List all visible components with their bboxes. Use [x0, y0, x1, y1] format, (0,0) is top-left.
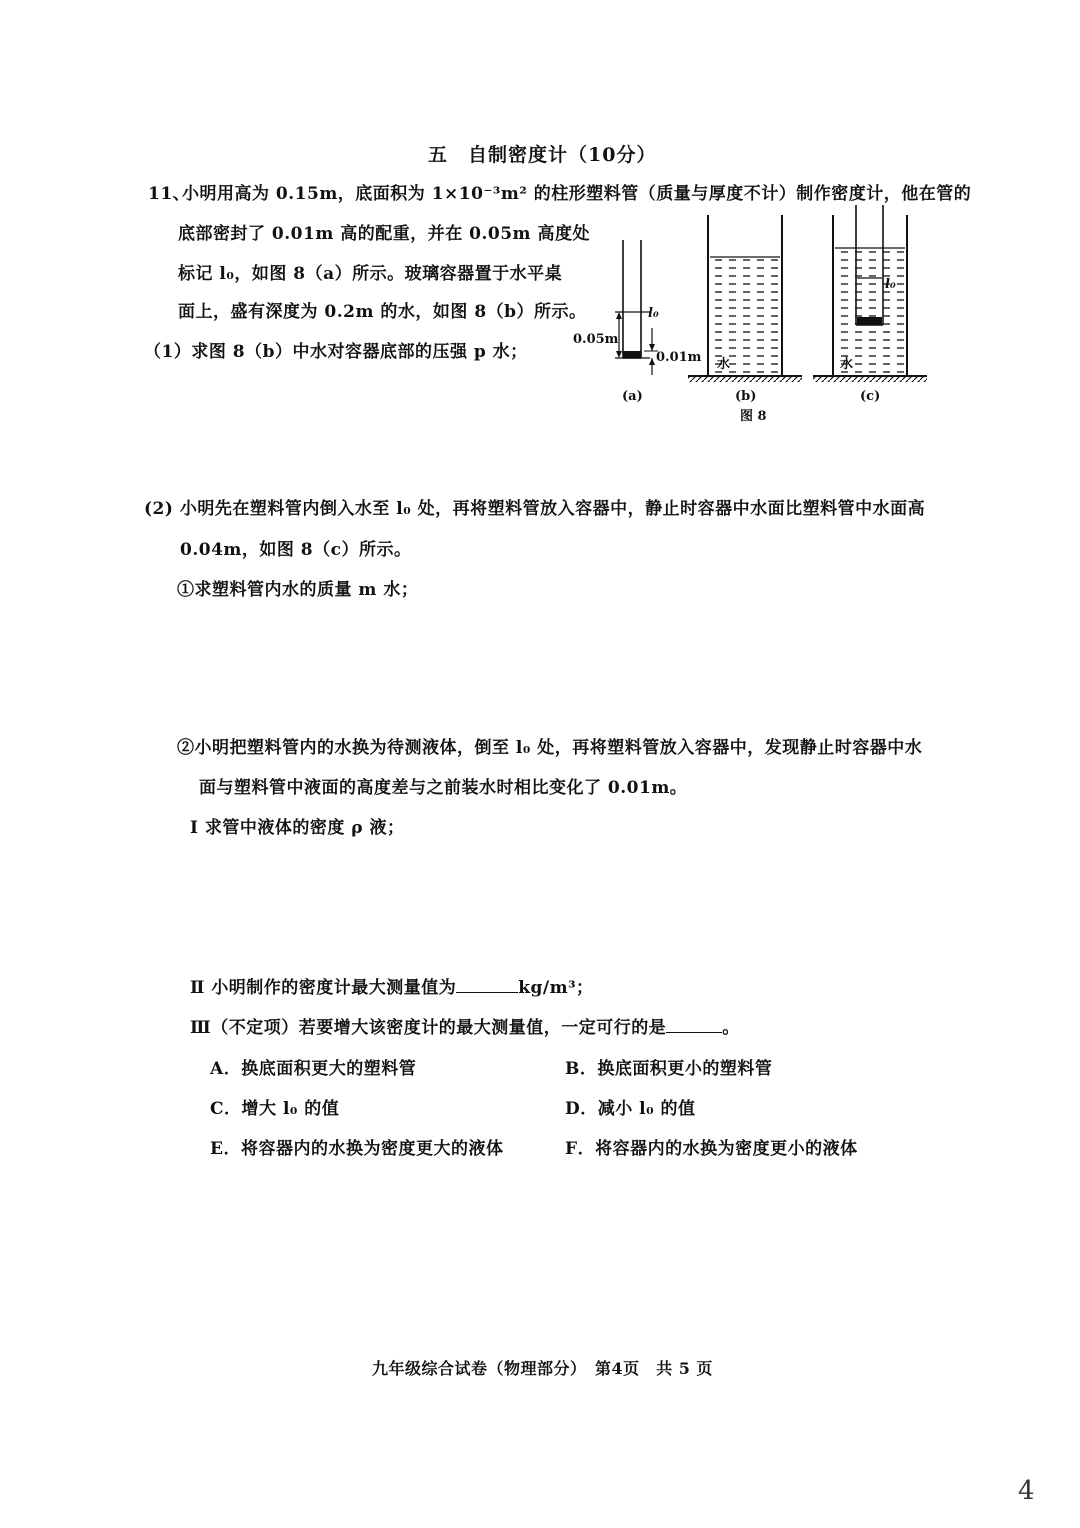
part-iii [190, 1013, 740, 1038]
page-number: 4 [1018, 1476, 1035, 1506]
label-a: (a) [622, 389, 643, 404]
question-2-sub-2-line-2: 面与塑料管中液面的高度差与之前装水时相比变化了 0.01m。 [199, 778, 688, 798]
part-iii-end: 。 [722, 1018, 740, 1038]
part-ii-unit: kg/m³； [518, 978, 594, 998]
question-2-line-2: 0.04m，如图 8（c）所示。 [180, 540, 412, 560]
dim-0-05m: 0.05m [573, 332, 619, 347]
part-i: Ⅰ 求管中液体的密度 ρ 液； [190, 818, 405, 838]
option-a: A．换底面积更大的塑料管 [210, 1059, 417, 1079]
part-iii-text: Ⅲ（不定项）若要增大该密度计的最大测量值，一定可行的是 [190, 1018, 667, 1038]
figure-c [813, 205, 927, 404]
dim-0-01m: 0.01m [656, 350, 702, 365]
figure-a [573, 240, 702, 404]
problem-line-1: 小明用高为 0.15m，底面积为 1×10⁻³m² 的柱形塑料管（质量与厚度不计）制作密度计，他在管的 [182, 184, 972, 204]
figure-8 [560, 200, 940, 430]
part-ii-text: Ⅱ 小明制作的密度计最大测量值为 [190, 978, 457, 998]
question-1: （1）求图 8（b）中水对容器底部的压强 p 水； [144, 342, 528, 362]
l0-label-c: l₀ [885, 277, 896, 292]
question-2-line-1: (2) 小明先在塑料管内倒入水至 l₀ 处，再将塑料管放入容器中，静止时容器中水面比塑料管中水面高 [144, 499, 926, 519]
water-label-b: 水 [717, 357, 731, 372]
water-label-c: 水 [840, 357, 854, 372]
problem-line-2: 底部密封了 0.01m 高的配重，并在 0.05m 高度处 [178, 224, 590, 244]
option-e: E．将容器内的水换为密度更大的液体 [210, 1139, 504, 1159]
l0-label-a: l₀ [648, 306, 659, 321]
label-c: (c) [860, 389, 881, 404]
answer-blank-iii[interactable] [666, 1018, 722, 1033]
question-2-sub-2-line-1: ②小明把塑料管内的水换为待测液体，倒至 l₀ 处，再将塑料管放入容器中，发现静止时容器中水 [177, 738, 923, 758]
problem-line-4: 面上，盛有深度为 0.2m 的水，如图 8（b）所示。 [178, 302, 587, 322]
answer-blank-ii[interactable] [456, 978, 518, 993]
option-c: C．增大 l₀ 的值 [210, 1099, 340, 1119]
label-b: (b) [735, 389, 757, 404]
problem-number: 11、 [148, 184, 191, 204]
question-2-sub-1: ①求塑料管内水的质量 m 水； [177, 580, 419, 600]
option-f: F．将容器内的水换为密度更小的液体 [565, 1139, 858, 1159]
figure-caption: 图 8 [740, 409, 767, 424]
part-ii [190, 973, 594, 998]
figure-8-diagram [560, 200, 940, 430]
section-title: 五 自制密度计（10分） [428, 144, 657, 166]
option-b: B．换底面积更小的塑料管 [565, 1059, 773, 1079]
figure-b [688, 215, 802, 404]
problem-line-3: 标记 l₀，如图 8（a）所示。玻璃容器置于水平桌 [178, 264, 563, 284]
option-d: D．减小 l₀ 的值 [565, 1099, 696, 1119]
page-footer: 九年级综合试卷（物理部分） 第4页 共 5 页 [372, 1359, 713, 1378]
